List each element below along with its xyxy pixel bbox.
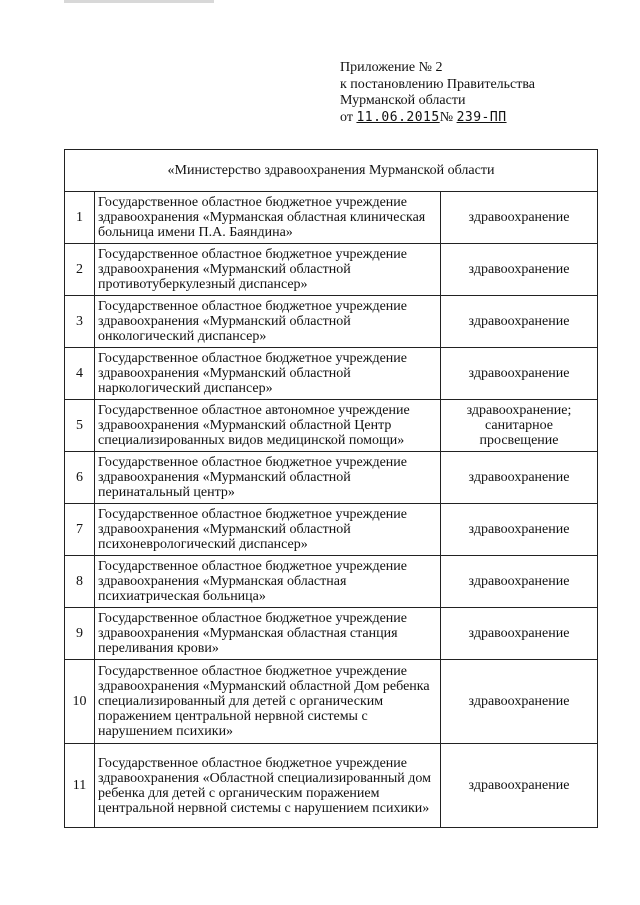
- table-row: [65, 400, 598, 452]
- table-row: [65, 192, 598, 244]
- row-number: 2: [65, 244, 95, 296]
- table-row: [65, 452, 598, 504]
- row-number: 10: [65, 660, 95, 744]
- activity-sphere: здравоохранение; санитарное просвещение: [441, 400, 598, 452]
- institution-name: Государственное областное бюджетное учреждение здравоохранения «Мурманская областная психиатрическая больница»: [95, 556, 441, 608]
- institution-name: Государственное областное бюджетное учреждение здравоохранения «Мурманский областной психоневрологический диспансер»: [95, 504, 441, 556]
- institution-name: Государственное областное бюджетное учреждение здравоохранения «Мурманская областная клиническая больница имени П.А. Баяндина»: [95, 192, 441, 244]
- institution-name: Государственное областное бюджетное учреждение здравоохранения «Мурманский областной Дом ребенка специализированный для детей с органическим поражением центральной нервной системы с нарушением психики»: [95, 660, 441, 744]
- appendix-header: [340, 60, 630, 126]
- table-row: [65, 504, 598, 556]
- row-number: 3: [65, 296, 95, 348]
- appendix-title: Приложение № 2: [340, 60, 443, 75]
- row-number: 1: [65, 192, 95, 244]
- appendix-reference: к постановлению Правительства: [340, 76, 536, 92]
- institution-name: Государственное областное бюджетное учреждение здравоохранения «Мурманский областной противотуберкулезный диспансер»: [95, 244, 441, 296]
- number-prefix: №: [439, 109, 454, 125]
- appendix-region: Мурманской области: [340, 93, 466, 108]
- scan-edge-mark: [64, 0, 214, 3]
- row-number: 5: [65, 400, 95, 452]
- institution-name: Государственное областное бюджетное учреждение здравоохранения «Мурманский областной онкологический диспансер»: [95, 296, 441, 348]
- table-row: [65, 660, 598, 744]
- table-title-row: [65, 150, 598, 192]
- institutions-table: [64, 149, 598, 828]
- row-number: 9: [65, 608, 95, 660]
- activity-sphere: здравоохранение: [441, 192, 598, 244]
- date-prefix: от: [340, 109, 353, 125]
- table-row: [65, 244, 598, 296]
- row-number: 11: [65, 744, 95, 828]
- table-row: [65, 556, 598, 608]
- activity-sphere: здравоохранение: [441, 608, 598, 660]
- institution-name: Государственное областное бюджетное учреждение здравоохранения «Мурманская областная станция переливания крови»: [95, 608, 441, 660]
- ministry-title: «Министерство здравоохранения Мурманской области: [65, 150, 598, 192]
- decree-date: 11.06.2015: [356, 109, 440, 125]
- activity-sphere: здравоохранение: [441, 452, 598, 504]
- institution-name: Государственное областное бюджетное учреждение здравоохранения «Мурманский областной наркологический диспансер»: [95, 348, 441, 400]
- table-row: [65, 348, 598, 400]
- activity-sphere: здравоохранение: [441, 244, 598, 296]
- institution-name: Государственное областное автономное учреждение здравоохранения «Мурманский областной Центр специализированных видов медицинской помощи»: [95, 400, 441, 452]
- decree-number: 239-ПП: [456, 109, 507, 125]
- table-row: [65, 296, 598, 348]
- row-number: 6: [65, 452, 95, 504]
- activity-sphere: здравоохранение: [441, 504, 598, 556]
- activity-sphere: здравоохранение: [441, 348, 598, 400]
- institution-name: Государственное областное бюджетное учреждение здравоохранения «Мурманский областной перинатальный центр»: [95, 452, 441, 504]
- row-number: 8: [65, 556, 95, 608]
- table-row: [65, 744, 598, 828]
- row-number: 7: [65, 504, 95, 556]
- table-row: [65, 608, 598, 660]
- activity-sphere: здравоохранение: [441, 660, 598, 744]
- row-number: 4: [65, 348, 95, 400]
- appendix-date-line: [340, 110, 630, 127]
- institution-name: Государственное областное бюджетное учреждение здравоохранения «Областной специализированный дом ребенка для детей с органическим поражением центральной нервной системы с нарушением психики»: [95, 744, 441, 828]
- activity-sphere: здравоохранение: [441, 296, 598, 348]
- activity-sphere: здравоохранение: [441, 556, 598, 608]
- activity-sphere: здравоохранение: [441, 744, 598, 828]
